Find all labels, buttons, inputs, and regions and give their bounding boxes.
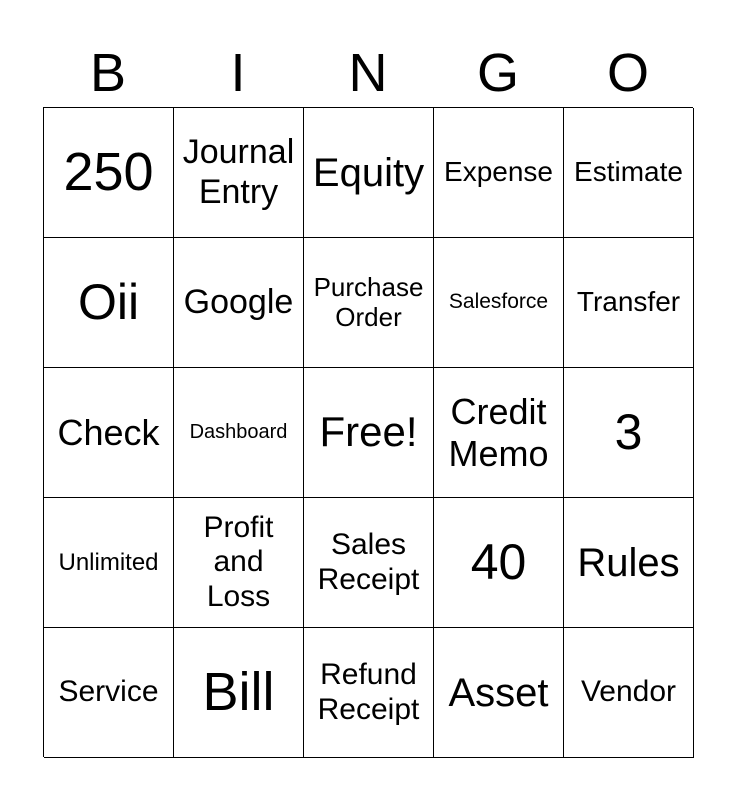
cell-label: Purchase Order [313,271,424,332]
bingo-cell free-space[interactable] [304,368,434,498]
header-letter-o: O [606,43,649,103]
bingo-cell[interactable] [44,628,174,758]
cell-label: Estimate [574,156,683,188]
bingo-cell[interactable] [44,368,174,498]
cell-label: Refund Receipt [317,658,420,726]
cell-label: Asset [448,670,549,715]
bingo-cell[interactable] [434,498,564,628]
cell-label: Unlimited [58,548,159,576]
cell-label: Equity [312,150,425,195]
bingo-cell[interactable] [174,498,304,628]
bingo-cell[interactable] [174,238,304,368]
bingo-header [43,40,693,106]
header-letter-b: B [89,43,127,103]
bingo-cell[interactable] [304,238,434,368]
bingo-cell[interactable] [434,368,564,498]
cell-label: 250 [63,142,154,203]
cell-label: Rules [577,540,680,585]
cell-label: Sales Receipt [317,528,420,596]
bingo-cell[interactable] [174,368,304,498]
cell-label: Expense [444,156,553,188]
bingo-board [43,107,693,757]
cell-label: Vendor [580,675,677,709]
bingo-cell[interactable] [564,238,694,368]
cell-label: Service [58,675,159,709]
bingo-cell[interactable] [44,238,174,368]
bingo-cell[interactable] [434,108,564,238]
bingo-cell[interactable] [304,628,434,758]
cell-label: Transfer [576,286,681,318]
bingo-cell[interactable] [304,498,434,628]
bingo-cell[interactable] [44,498,174,628]
cell-label: 3 [614,403,643,460]
bingo-cell[interactable] [44,108,174,238]
cell-label: 40 [470,533,527,590]
header-letter-n: N [348,43,388,103]
cell-label: Salesforce [448,290,549,314]
bingo-cell[interactable] [174,628,304,758]
bingo-cell[interactable] [304,108,434,238]
cell-label: Credit Memo [448,391,549,474]
bingo-cell[interactable] [564,108,694,238]
header-letter-g: G [476,43,519,103]
cell-label: Journal Entry [182,133,295,211]
cell-label: Google [183,282,294,321]
cell-label: Profit and Loss [203,510,274,613]
bingo-cell[interactable] [564,628,694,758]
cell-label: Oii [77,273,140,330]
cell-label: Dashboard [189,421,288,443]
bingo-cell[interactable] [174,108,304,238]
bingo-cell[interactable] [564,368,694,498]
bingo-cell[interactable] [434,628,564,758]
header-letter-i: I [230,43,246,103]
cell-label: Bill [202,662,275,723]
cell-label: Check [57,411,160,453]
bingo-cell[interactable] [564,498,694,628]
bingo-cell[interactable] [434,238,564,368]
cell-label: Free! [319,408,418,456]
